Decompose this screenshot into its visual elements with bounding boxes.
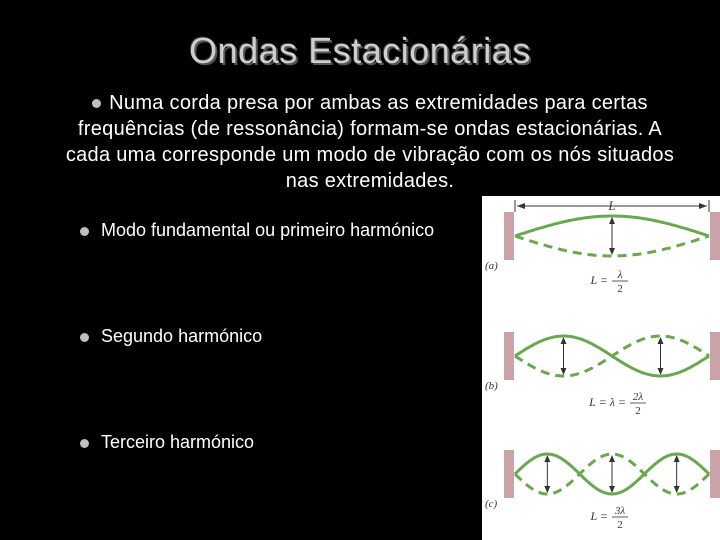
panel-tag: (a) bbox=[485, 260, 498, 272]
arrowhead-up bbox=[561, 337, 567, 344]
panel-tag: (b) bbox=[485, 380, 498, 392]
length-arrowhead-left bbox=[517, 203, 525, 209]
equation-denominator: 2 bbox=[617, 283, 623, 295]
wall-left bbox=[504, 212, 514, 260]
wall-left bbox=[504, 450, 514, 498]
length-label: L bbox=[608, 198, 616, 213]
standing-waves-diagram bbox=[482, 196, 720, 540]
wave-dashed bbox=[515, 336, 709, 376]
arrowhead-up bbox=[609, 455, 615, 462]
equation-lhs: L = bbox=[590, 273, 608, 287]
wall-left bbox=[504, 332, 514, 380]
arrowhead-down bbox=[609, 248, 615, 255]
list-item-fundamental bbox=[80, 220, 434, 241]
equation-numerator: λ bbox=[617, 269, 623, 281]
intro-paragraph bbox=[60, 90, 680, 194]
bullet-icon bbox=[92, 99, 101, 108]
intro-text: Numa corda presa por ambas as extremidades para certas frequências (de ressonância) formam-se ondas estacionárias. A cada uma corresponde um modo de vibração com os nós situados nas extremidades. bbox=[65, 92, 675, 192]
bullet-icon bbox=[80, 439, 89, 448]
list-item-third-harmonic bbox=[80, 432, 254, 453]
equation-lhs: L = bbox=[590, 509, 608, 523]
equation-denominator: 2 bbox=[617, 519, 623, 531]
list-item-second-harmonic bbox=[80, 326, 262, 347]
bullet-icon bbox=[80, 227, 89, 236]
bullet-icon bbox=[80, 333, 89, 342]
panel-tag: (c) bbox=[485, 498, 498, 510]
wall-right bbox=[710, 212, 720, 260]
slide-title: Ondas Estacionárias bbox=[189, 30, 531, 71]
item-label: Terceiro harmónico bbox=[101, 432, 255, 452]
arrowhead-down bbox=[674, 486, 680, 493]
arrowhead-down bbox=[609, 486, 615, 493]
item-label: Modo fundamental ou primeiro harmónico bbox=[101, 220, 435, 240]
equation-numerator: 2λ bbox=[632, 391, 644, 403]
arrowhead-down bbox=[658, 368, 664, 375]
equation-denominator: 2 bbox=[635, 405, 641, 417]
arrowhead-up bbox=[544, 455, 550, 462]
arrowhead-up bbox=[674, 455, 680, 462]
length-arrowhead-right bbox=[699, 203, 707, 209]
equation-lhs: L = λ = bbox=[589, 395, 626, 409]
arrowhead-up bbox=[609, 217, 615, 224]
wall-right bbox=[710, 450, 720, 498]
wall-right bbox=[710, 332, 720, 380]
standing-waves-figure bbox=[482, 196, 720, 540]
arrowhead-down bbox=[544, 486, 550, 493]
arrowhead-down bbox=[561, 368, 567, 375]
equation-numerator: 3λ bbox=[614, 505, 626, 517]
item-label: Segundo harmónico bbox=[101, 326, 263, 346]
arrowhead-up bbox=[658, 337, 664, 344]
